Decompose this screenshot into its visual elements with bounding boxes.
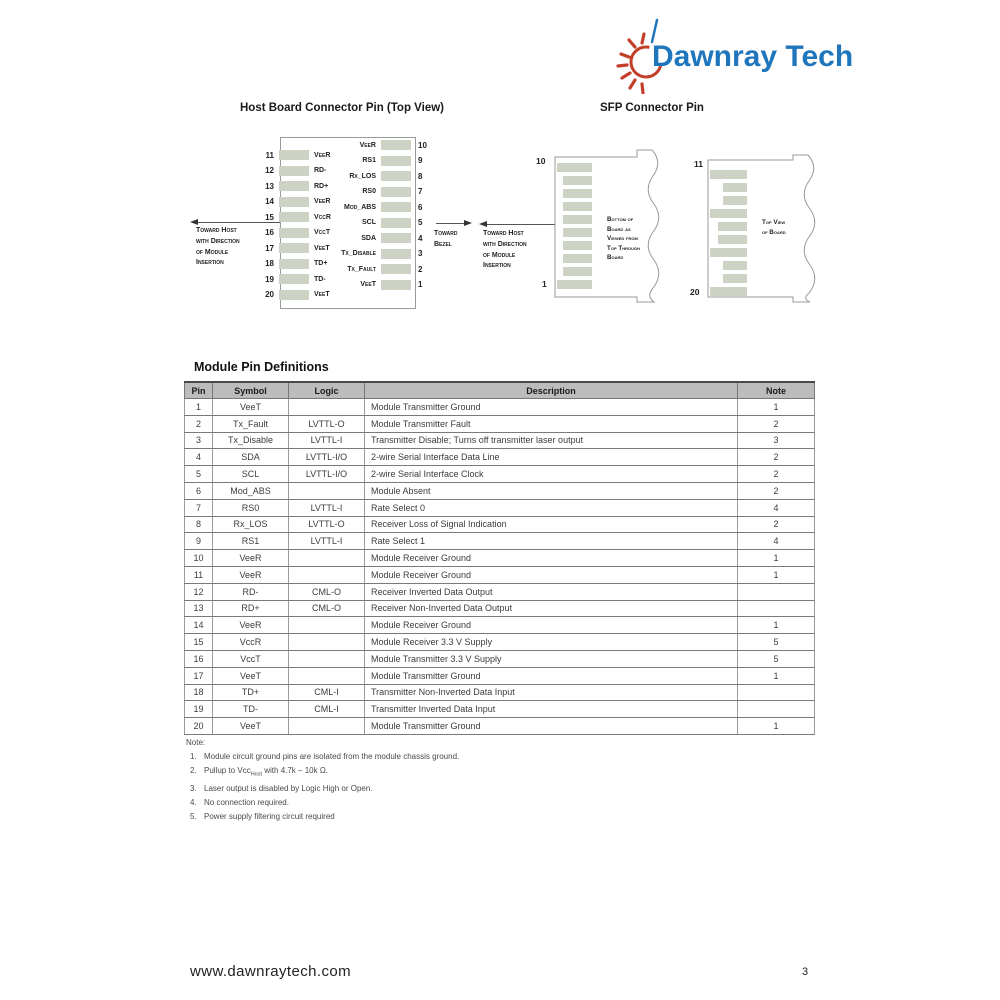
pin-pad: [381, 202, 411, 212]
table-cell-logic: [289, 617, 365, 634]
table-cell-symbol: VccT: [213, 650, 289, 667]
arrow-right-icon: [464, 220, 472, 226]
table-cell-pin: 16: [185, 650, 213, 667]
text-line: Bottom of: [607, 216, 634, 223]
table-cell-note: 2: [738, 449, 815, 466]
pin-pad: [723, 261, 747, 270]
pin-number: 3: [418, 249, 423, 259]
table-cell-note: 1: [738, 617, 815, 634]
table-row: [185, 516, 815, 533]
sfp-top-view-board: [680, 145, 830, 310]
pin-label: VeeR: [314, 151, 331, 159]
table-cell-symbol: VeeT: [213, 718, 289, 735]
pin-label: Tx_Fault: [347, 265, 376, 273]
text-line: Insertion: [483, 262, 511, 270]
note-item: [186, 750, 459, 764]
table-cell-pin: 7: [185, 499, 213, 516]
pin-number: 7: [418, 187, 423, 197]
table-cell-pin: 1: [185, 399, 213, 416]
pin-pad: [381, 156, 411, 166]
table-cell-desc: 2-wire Serial Interface Clock: [365, 466, 738, 483]
pin-pad: [563, 189, 592, 198]
pin-label: Tx_Disable: [341, 250, 376, 258]
table-cell-pin: 9: [185, 533, 213, 550]
header-pin: Pin: [185, 382, 213, 399]
pin-pad: [710, 209, 747, 218]
header-description: Description: [365, 382, 738, 399]
table-cell-symbol: Tx_Disable: [213, 432, 289, 449]
pin-label: VeeR: [314, 198, 331, 206]
table-cell-note: 5: [738, 650, 815, 667]
pin-pad: [381, 233, 411, 243]
toward-bezel-label: [434, 229, 457, 251]
notes-section: [186, 736, 459, 823]
table-cell-symbol: SDA: [213, 449, 289, 466]
table-cell-pin: 12: [185, 583, 213, 600]
table-cell-symbol: VeeT: [213, 399, 289, 416]
pin-pad: [718, 235, 747, 244]
notes-label: Note:: [186, 738, 206, 747]
table-cell-desc: Rate Select 0: [365, 499, 738, 516]
host-pin-row: [318, 156, 422, 166]
text-line: with Direction: [196, 237, 240, 245]
note-text: with 4.7k – 10k Ω.: [262, 765, 329, 775]
table-cell-logic: [289, 566, 365, 583]
pin-number: 2: [418, 264, 423, 274]
pin-number: 17: [265, 243, 274, 253]
table-cell-note: 2: [738, 415, 815, 432]
pin-label: VccT: [314, 229, 331, 237]
pin-number-bottom: 1: [542, 279, 547, 289]
bottom-view-caption: [607, 215, 640, 263]
table-cell-desc: Module Transmitter Ground: [365, 667, 738, 684]
table-cell-logic: LVTTL-I: [289, 533, 365, 550]
table-cell-desc: Module Receiver 3.3 V Supply: [365, 634, 738, 651]
pin-pad: [710, 287, 747, 296]
note-item: [186, 810, 459, 824]
pin-number: 11: [265, 150, 274, 160]
table-row: [185, 667, 815, 684]
table-cell-desc: Rate Select 1: [365, 533, 738, 550]
pin-number: 14: [265, 197, 274, 207]
pin-pad: [710, 170, 747, 179]
top-view-caption: [762, 218, 786, 237]
note-subscript: Host: [250, 771, 263, 778]
host-pin-row: [318, 218, 422, 228]
host-pin-row: [318, 233, 422, 243]
table-row: [185, 701, 815, 718]
text-line: Toward Host: [483, 230, 524, 237]
pin-label: RS1: [362, 157, 376, 165]
pin-pad: [381, 264, 411, 274]
table-row: [185, 684, 815, 701]
table-cell-pin: 10: [185, 550, 213, 567]
table-cell-desc: 2-wire Serial Interface Data Line: [365, 449, 738, 466]
table-cell-note: 5: [738, 634, 815, 651]
table-cell-desc: Transmitter Disable; Turns off transmitter laser output: [365, 432, 738, 449]
text-line: Board as: [607, 225, 631, 233]
table-cell-symbol: RS1: [213, 533, 289, 550]
host-pin-row: [318, 187, 422, 197]
pin-pad: [563, 241, 592, 250]
pin-number: 10: [418, 140, 427, 150]
pin-number: 19: [265, 274, 274, 284]
note-item: [186, 764, 459, 782]
table-row: [185, 482, 815, 499]
host-pin-row: [254, 290, 330, 300]
table-row: [185, 415, 815, 432]
table-cell-symbol: TD-: [213, 701, 289, 718]
table-cell-pin: 8: [185, 516, 213, 533]
header-symbol: Symbol: [213, 382, 289, 399]
table-cell-note: 1: [738, 718, 815, 735]
table-cell-logic: [289, 399, 365, 416]
pin-pad: [279, 243, 309, 253]
pin-number: 16: [265, 228, 274, 238]
pin-label: VeeT: [314, 291, 330, 299]
table-cell-logic: CML-I: [289, 701, 365, 718]
pin-pad: [381, 280, 411, 290]
pin-label: RD-: [314, 167, 327, 175]
table-row: [185, 583, 815, 600]
sfp-diagram-title: SFP Connector Pin: [600, 102, 704, 114]
toward-host-label: [196, 226, 240, 269]
table-cell-note: 4: [738, 533, 815, 550]
note-text: Laser output is disabled by Logic High or Open.: [204, 783, 373, 793]
text-line: Board: [607, 254, 624, 262]
pin-label: VeeR: [359, 141, 376, 149]
table-cell-logic: CML-O: [289, 583, 365, 600]
footer-website: www.dawnraytech.com: [190, 963, 351, 980]
pin-number-top: 10: [536, 156, 546, 166]
table-row: [185, 617, 815, 634]
table-title: Module Pin Definitions: [194, 360, 329, 374]
pin-pad: [381, 171, 411, 181]
table-row: [185, 718, 815, 735]
note-text: Power supply filtering circuit required: [204, 811, 335, 821]
table-row: [185, 466, 815, 483]
table-row: [185, 533, 815, 550]
sfp-toward-host-label: [483, 229, 527, 272]
table-cell-pin: 2: [185, 415, 213, 432]
pin-pad: [718, 222, 747, 231]
table-cell-logic: [289, 718, 365, 735]
table-cell-symbol: RD+: [213, 600, 289, 617]
pin-number: 15: [265, 212, 274, 222]
table-cell-logic: CML-I: [289, 684, 365, 701]
pin-number-top: 11: [694, 159, 703, 169]
pin-label: TD-: [314, 275, 326, 283]
pin-pad: [279, 150, 309, 160]
pin-pad: [381, 249, 411, 259]
table-cell-logic: LVTTL-I/O: [289, 466, 365, 483]
arrow-line: [436, 223, 464, 224]
pin-number: 4: [418, 233, 423, 243]
table-cell-desc: Receiver Loss of Signal Indication: [365, 516, 738, 533]
pin-pad: [279, 274, 309, 284]
table-cell-logic: CML-O: [289, 600, 365, 617]
arrow-line: [198, 222, 280, 223]
table-cell-note: 2: [738, 466, 815, 483]
pin-number: 9: [418, 156, 423, 166]
table-cell-symbol: Mod_ABS: [213, 482, 289, 499]
pin-label: VccR: [314, 213, 331, 221]
pin-label: Rx_LOS: [349, 172, 376, 180]
table-cell-note: 1: [738, 566, 815, 583]
pin-pad: [557, 280, 592, 289]
table-cell-logic: [289, 550, 365, 567]
table-cell-logic: [289, 482, 365, 499]
table-cell-pin: 14: [185, 617, 213, 634]
table-cell-symbol: RS0: [213, 499, 289, 516]
table-cell-pin: 4: [185, 449, 213, 466]
text-line: of Module: [196, 248, 229, 256]
host-board-diagram-title: Host Board Connector Pin (Top View): [239, 102, 445, 114]
pin-number-bottom: 20: [690, 287, 700, 297]
note-text: Pullup to Vcc: [204, 765, 251, 775]
pin-pad: [381, 140, 411, 150]
table-cell-pin: 3: [185, 432, 213, 449]
pin-label: SCL: [362, 219, 376, 227]
table-cell-logic: [289, 650, 365, 667]
note-number: 5.: [190, 811, 197, 821]
table-cell-logic: LVTTL-O: [289, 415, 365, 432]
table-cell-symbol: VeeT: [213, 667, 289, 684]
table-cell-desc: Module Receiver Ground: [365, 550, 738, 567]
table-cell-pin: 19: [185, 701, 213, 718]
note-number: 4.: [190, 797, 197, 807]
table-cell-note: [738, 583, 815, 600]
text-line: of Module: [483, 251, 516, 259]
text-line: of Board: [762, 228, 786, 236]
pin-number: 12: [265, 166, 274, 176]
pin-number: 8: [418, 171, 423, 181]
arrow-left-icon: [190, 219, 198, 225]
table-row: [185, 634, 815, 651]
note-number: 2.: [190, 765, 197, 775]
pin-pad: [710, 248, 747, 257]
table-cell-pin: 20: [185, 718, 213, 735]
header-logic: Logic: [289, 382, 365, 399]
host-pin-row: [318, 171, 422, 181]
table-cell-logic: [289, 667, 365, 684]
host-pin-row: [318, 140, 427, 150]
table-cell-note: 4: [738, 499, 815, 516]
sfp-bottom-view-board: [530, 145, 670, 310]
pin-label: VeeT: [360, 281, 376, 289]
pin-number: 1: [418, 280, 423, 290]
table-cell-note: 2: [738, 516, 815, 533]
table-cell-note: [738, 600, 815, 617]
footer-page-number: 3: [802, 966, 809, 978]
pin-label: Mod_ABS: [343, 203, 376, 211]
table-cell-pin: 11: [185, 566, 213, 583]
note-item: [186, 782, 459, 796]
host-pin-row: [318, 280, 422, 290]
pin-number: 6: [418, 202, 423, 212]
text-line: Insertion: [196, 259, 224, 267]
pin-number: 5: [418, 218, 423, 228]
note-text: No connection required.: [204, 797, 289, 807]
table-cell-logic: LVTTL-I: [289, 432, 365, 449]
table-cell-pin: 15: [185, 634, 213, 651]
table-row: [185, 432, 815, 449]
table-cell-desc: Transmitter Non-Inverted Data Input: [365, 684, 738, 701]
pin-pad: [279, 166, 309, 176]
table-row: [185, 566, 815, 583]
host-pin-row: [318, 249, 422, 259]
pin-pad: [563, 254, 592, 263]
pin-number: 20: [265, 290, 274, 300]
table-cell-note: [738, 701, 815, 718]
table-cell-desc: Module Transmitter 3.3 V Supply: [365, 650, 738, 667]
pin-label: SDA: [361, 234, 376, 242]
table-cell-pin: 5: [185, 466, 213, 483]
pin-pad: [279, 197, 309, 207]
pin-pad: [381, 218, 411, 228]
pin-pad: [563, 215, 592, 224]
table-row: [185, 449, 815, 466]
pin-pad: [723, 196, 747, 205]
host-pin-row: [318, 264, 422, 274]
table-cell-note: 1: [738, 399, 815, 416]
pin-label: RS0: [362, 188, 376, 196]
pin-pad: [723, 274, 747, 283]
table-cell-symbol: Rx_LOS: [213, 516, 289, 533]
pin-label: VeeT: [314, 244, 330, 252]
pin-pad: [279, 181, 309, 191]
table-cell-desc: Module Transmitter Fault: [365, 415, 738, 432]
table-row: [185, 600, 815, 617]
pin-pad: [381, 187, 411, 197]
table-cell-symbol: VccR: [213, 634, 289, 651]
table-cell-note: 2: [738, 482, 815, 499]
table-cell-desc: Module Transmitter Ground: [365, 718, 738, 735]
table-header-row: [185, 382, 815, 399]
pin-pad: [563, 202, 592, 211]
table-cell-symbol: VeeR: [213, 550, 289, 567]
table-cell-note: 1: [738, 667, 815, 684]
pin-number: 13: [265, 181, 274, 191]
table-cell-desc: Module Receiver Ground: [365, 617, 738, 634]
note-text: Module circuit ground pins are isolated from the module chassis ground.: [204, 751, 460, 761]
table-cell-note: [738, 684, 815, 701]
table-row: [185, 650, 815, 667]
text-line: Bezel: [434, 240, 452, 248]
header-note: Note: [738, 382, 815, 399]
table-cell-note: 1: [738, 550, 815, 567]
host-pin-row: [254, 259, 327, 269]
pin-pad: [557, 163, 592, 172]
table-cell-symbol: VeeR: [213, 617, 289, 634]
pin-label: TD+: [314, 260, 328, 268]
text-line: Toward Host: [196, 227, 237, 234]
table-cell-pin: 18: [185, 684, 213, 701]
pin-pad: [563, 267, 592, 276]
text-line: Toward: [434, 230, 458, 237]
table-cell-logic: LVTTL-I: [289, 499, 365, 516]
table-cell-pin: 6: [185, 482, 213, 499]
table-cell-symbol: SCL: [213, 466, 289, 483]
host-pin-row: [254, 274, 326, 284]
table-cell-symbol: VeeR: [213, 566, 289, 583]
table-cell-symbol: Tx_Fault: [213, 415, 289, 432]
note-item: [186, 796, 459, 810]
text-line: Viewed from: [607, 235, 638, 243]
table-cell-desc: Receiver Inverted Data Output: [365, 583, 738, 600]
table-cell-pin: 17: [185, 667, 213, 684]
module-pin-definitions-table: [184, 381, 815, 735]
table-cell-symbol: TD+: [213, 684, 289, 701]
pin-label: RD+: [314, 182, 329, 190]
table-cell-note: 3: [738, 432, 815, 449]
pin-pad: [279, 259, 309, 269]
table-cell-logic: [289, 634, 365, 651]
table-row: [185, 550, 815, 567]
pin-pad: [279, 290, 309, 300]
company-logo: [614, 10, 854, 94]
pin-number: 18: [265, 259, 274, 269]
text-line: Top Through: [607, 244, 640, 252]
arrow-left-icon: [479, 221, 487, 227]
brand-name: Dawnray Tech: [652, 40, 854, 73]
pin-pad: [563, 228, 592, 237]
table-row: [185, 499, 815, 516]
pin-pad: [723, 183, 747, 192]
text-line: Top View: [762, 219, 786, 226]
table-cell-symbol: RD-: [213, 583, 289, 600]
pin-pad: [563, 176, 592, 185]
table-cell-desc: Module Absent: [365, 482, 738, 499]
table-cell-desc: Module Receiver Ground: [365, 566, 738, 583]
pin-pad: [279, 228, 309, 238]
note-number: 3.: [190, 783, 197, 793]
table-cell-logic: LVTTL-I/O: [289, 449, 365, 466]
table-cell-desc: Module Transmitter Ground: [365, 399, 738, 416]
table-cell-desc: Receiver Non-Inverted Data Output: [365, 600, 738, 617]
pin-pad: [279, 212, 309, 222]
table-cell-logic: LVTTL-O: [289, 516, 365, 533]
host-pin-row: [318, 202, 422, 212]
table-cell-desc: Transmitter Inverted Data Input: [365, 701, 738, 718]
note-number: 1.: [190, 751, 197, 761]
text-line: with Direction: [483, 240, 527, 248]
table-cell-pin: 13: [185, 600, 213, 617]
host-pin-row: [254, 166, 326, 176]
table-row: [185, 399, 815, 416]
